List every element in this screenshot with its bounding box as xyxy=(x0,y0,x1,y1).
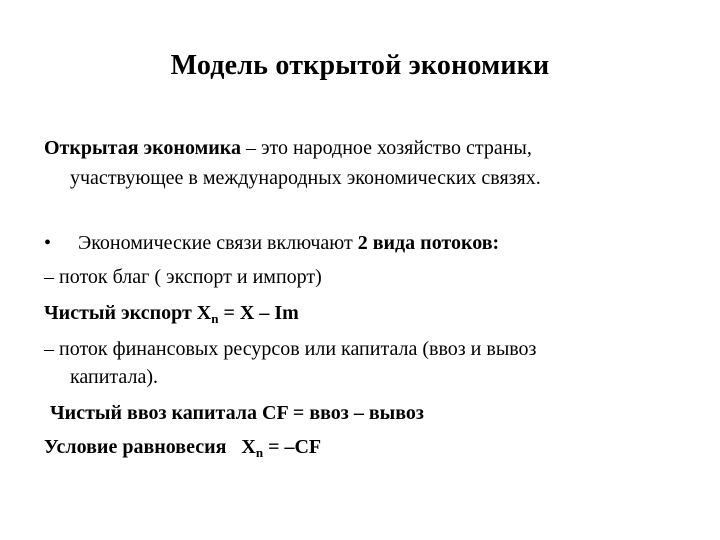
flow-capital-line-2: капитала). xyxy=(70,366,158,388)
definition-line-1 xyxy=(44,136,532,160)
flow-goods-line: – поток благ ( экспорт и импорт) xyxy=(44,266,322,288)
definition-text: – это народное хозяйство страны, xyxy=(240,137,532,159)
net-export-formula: = X – Im xyxy=(218,302,299,324)
equilibrium-line xyxy=(44,435,321,465)
equilibrium-label: Условие равновесия X xyxy=(44,436,256,458)
bullet-text: Экономические связи включают xyxy=(78,232,358,254)
definition-term: Открытая экономика xyxy=(44,137,241,159)
equilibrium-subscript: n xyxy=(255,445,264,460)
net-export-line xyxy=(44,301,299,331)
bullet-bold-text: 2 вида потоков: xyxy=(357,232,500,254)
slide-title: Модель открытой экономики xyxy=(170,50,550,81)
net-export-label: Чистый экспорт X xyxy=(44,302,212,324)
bullet-marker: • xyxy=(44,232,52,254)
flow-capital-line-1: – поток финансовых ресурсов или капитала (ввоз и вывоз xyxy=(44,338,537,360)
equilibrium-formula: = –CF xyxy=(263,436,322,458)
net-export-subscript: n xyxy=(211,311,219,326)
definition-line-2: участвующее в международных экономических связях. xyxy=(70,167,541,189)
net-capital-line: Чистый ввоз капитала CF = ввоз – вывоз xyxy=(50,402,424,424)
bullet-line xyxy=(44,231,499,255)
